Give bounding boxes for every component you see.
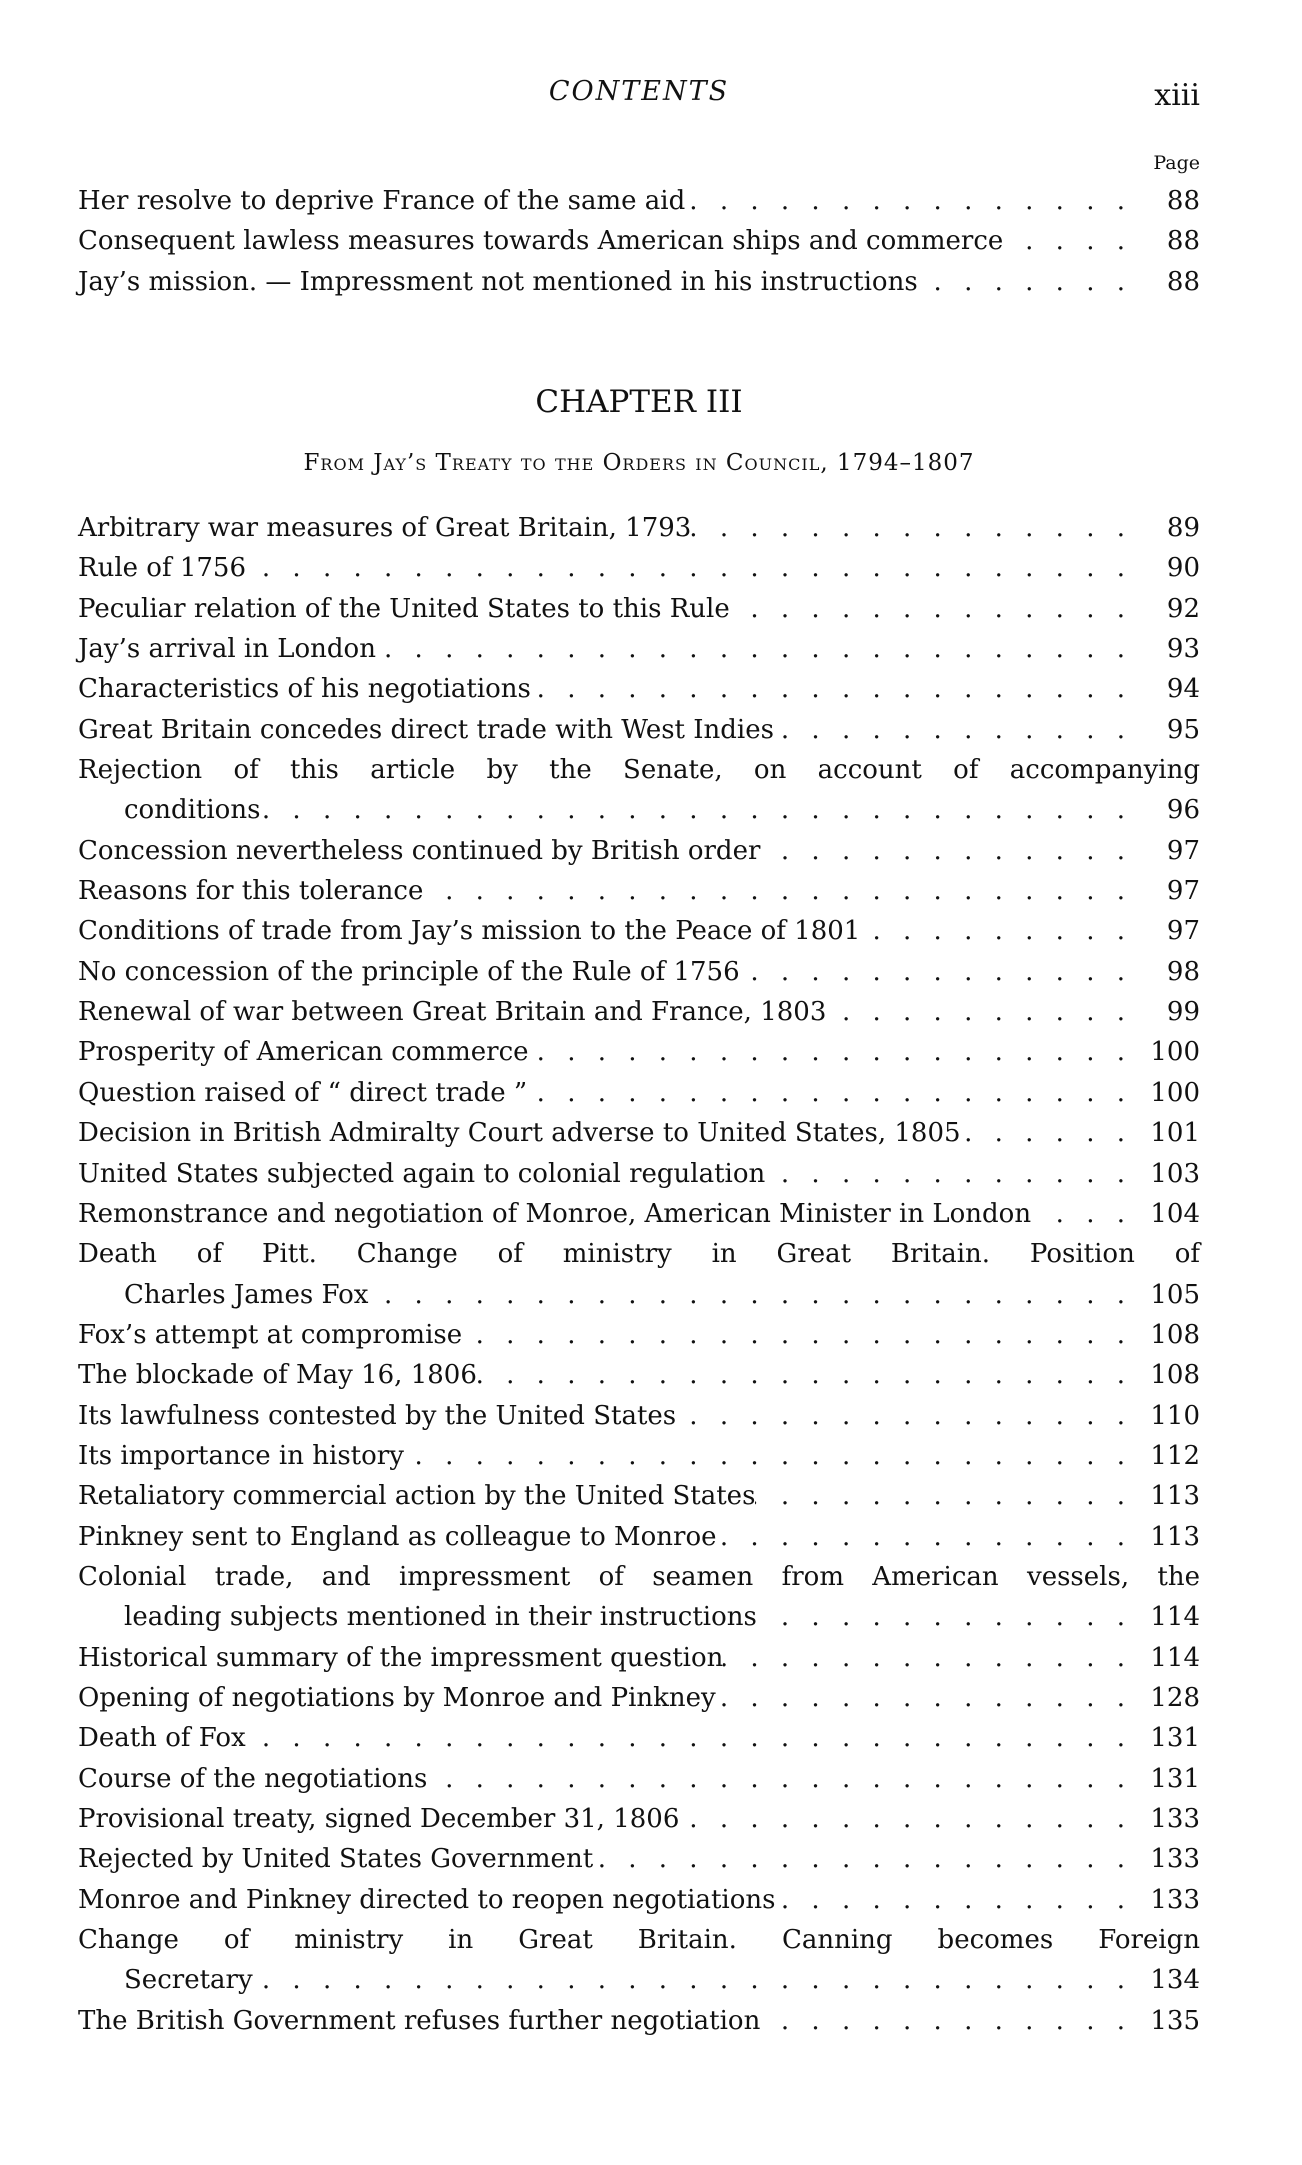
dot-leader [593,1839,1142,1879]
dot-leader [691,508,1142,548]
toc-entry-text: Conditions of trade from Jay’s mission to the Peace of 1801 [78,916,861,947]
toc-page-number: 114 [1150,1602,1200,1633]
toc-entry-text: Course of the negotiations [78,1763,428,1794]
toc-entry-line [78,790,1200,830]
toc-entry [78,221,1200,261]
toc-entry-text: Rule of 1756 [78,553,246,584]
dot-leader [529,1032,1142,1072]
toc-page-number: 105 [1150,1279,1200,1310]
toc-page-number: 133 [1150,1884,1200,1915]
toc-page-number: 108 [1150,1360,1200,1391]
toc-entry [78,548,1200,588]
dot-leader [477,1355,1142,1395]
toc-entry-text: Reasons for this tolerance [78,876,424,907]
toc-entry-text: Death of Fox [78,1723,246,1754]
toc-page-number: 114 [1150,1642,1200,1673]
running-title: CONTENTS [548,76,730,107]
dot-leader [423,871,1142,911]
toc-entry-text: Change of ministry in Great Britain. Canning becomes Foreign [78,1925,1200,1956]
dot-leader [760,831,1142,871]
toc-page-number: 88 [1166,186,1200,216]
toc-entry-text: Historical summary of the impressment question [78,1642,724,1673]
toc-page-number: 133 [1150,1804,1200,1834]
toc-page-number: 89 [1166,513,1200,543]
dot-leader [961,1113,1142,1153]
toc-page-number: 88 [1166,226,1200,257]
toc-entry-text: Rejected by United States Government [78,1844,594,1875]
toc-entry [78,629,1200,669]
toc-entry-line [78,1154,1200,1194]
dot-leader [775,1880,1142,1920]
toc-page-number: 104 [1150,1198,1200,1229]
toc-entry-text: Remonstrance and negotiation of Monroe, American Minister in London [78,1198,1032,1229]
toc-entry [78,1557,1200,1638]
toc-entry-line [78,1476,1200,1516]
dot-leader [755,1476,1142,1516]
toc-entry-line [78,1315,1200,1355]
dot-leader [860,911,1142,951]
toc-entry-text: United States subjected again to colonial regulation [78,1158,766,1189]
toc-entry [78,1073,1200,1113]
toc-entry-text: Charles James Fox [124,1279,369,1310]
toc-entry-text: Prosperity of American commerce [78,1037,529,1068]
toc-page-number: 96 [1166,795,1200,826]
dot-leader [765,1154,1142,1194]
toc-page-number: 112 [1150,1440,1200,1471]
toc-entry-text: conditions [124,795,261,826]
toc-entry-text: Its importance in history [78,1440,404,1471]
toc-page-number: 131 [1150,1723,1200,1754]
dot-leader [716,1678,1142,1718]
toc-entry [78,1759,1200,1799]
dot-leader [774,710,1142,750]
toc-page-number: 97 [1166,876,1200,907]
toc-entry-text: leading subjects mentioned in their instructions [124,1602,757,1633]
toc-page-number: 110 [1150,1400,1200,1431]
toc-entry [78,1799,1200,1839]
toc-entry-line [78,181,1200,221]
dot-leader [679,1799,1142,1839]
toc-entry [78,508,1200,548]
toc-entry [78,1234,1200,1315]
chapter-subtitle: From Jay’s Treaty to the Orders in Council, 1794–1807 [303,450,975,476]
toc-entry-text: Monroe and Pinkney directed to reopen negotiations [78,1884,776,1915]
toc-entry-line [78,831,1200,871]
toc-page-number: 128 [1150,1682,1200,1713]
toc-entry [78,1517,1200,1557]
toc-entry [78,1315,1200,1355]
toc-entry [78,1638,1200,1678]
toc-page-number: 113 [1150,1521,1200,1552]
toc-entry-text: Opening of negotiations by Monroe and Pinkney [78,1682,716,1713]
page-folio: xiii [1154,78,1200,113]
toc-page-number: 103 [1150,1158,1200,1189]
toc-page-number: 93 [1166,634,1200,665]
dot-leader [1031,1194,1142,1234]
toc-entry-text: Concession nevertheless continued by British order [78,835,761,866]
toc-entry-line [78,1920,1200,1960]
toc-entry [78,1436,1200,1476]
toc-entry [78,1839,1200,1879]
toc-entry [78,1476,1200,1516]
toc-page-number: 88 [1166,266,1200,297]
toc-page-number: 99 [1166,997,1200,1028]
toc-entry [78,262,1200,302]
toc-entry [78,1113,1200,1153]
dot-leader [462,1315,1142,1355]
toc-entry [78,669,1200,709]
toc-entry [78,1032,1200,1072]
toc-entry-line [78,1557,1200,1597]
dot-leader [676,1396,1142,1436]
toc-entry-line [78,871,1200,911]
toc-entry-text: Death of Pitt. Change of ministry in Great Britain. Position of [78,1239,1200,1270]
dot-leader [246,548,1142,588]
dot-leader [1003,221,1142,261]
toc-entry-line [78,1194,1200,1234]
dot-leader [717,1517,1142,1557]
dot-leader [427,1759,1142,1799]
toc-entry [78,1396,1200,1436]
toc-entry-line [78,262,1200,302]
toc-entry-line [78,1759,1200,1799]
toc-page-number: 97 [1166,835,1200,866]
toc-entry-line [78,952,1200,992]
toc-entry [78,1194,1200,1234]
toc-entry [78,1355,1200,1395]
toc-entry [78,992,1200,1032]
toc-page-number: 97 [1166,916,1200,947]
toc-page-number: 131 [1150,1763,1200,1794]
dot-leader [730,589,1142,629]
toc-entry-line [78,750,1200,790]
page-column-label: Page [1153,152,1200,174]
toc-entry-text: No concession of the principle of the Rule of 1756 [78,956,740,987]
toc-entry-text: Peculiar relation of the United States to this Rule [78,593,730,624]
dot-leader [376,629,1142,669]
toc-entry [78,952,1200,992]
toc-entry-line [78,1799,1200,1839]
toc-page-number: 98 [1166,956,1200,987]
toc-entry-text: Its lawfulness contested by the United States [78,1400,677,1431]
toc-entry-line [78,1355,1200,1395]
toc-entry-text: Characteristics of his negotiations [78,674,531,705]
toc-page-number: 94 [1166,674,1200,705]
toc-entry-line [78,589,1200,629]
dot-leader [527,1073,1142,1113]
toc-entry-line [78,710,1200,750]
toc-entry-text: The blockade of May 16, 1806 [78,1360,477,1391]
toc-entry [78,1920,1200,2001]
toc-entry-text: Great Britain concedes direct trade with West Indies [78,714,774,745]
toc-page-number: 133 [1150,1844,1200,1875]
toc-entry-line [78,1839,1200,1879]
dot-leader [260,790,1142,830]
toc-entry-text: Provisional treaty, signed December 31, 1806 [78,1804,680,1834]
toc-entry-text: Arbitrary war measures of Great Britain, 1793 [78,513,692,543]
dot-leader [404,1436,1142,1476]
toc-page-number: 135 [1150,2005,1200,2036]
toc-entry-text: Fox’s attempt at compromise [78,1319,463,1350]
toc-entry [78,831,1200,871]
toc-entry-text: Her resolve to deprive France of the same aid [78,186,686,216]
toc-entry-line [78,629,1200,669]
toc-entry [78,911,1200,951]
dot-leader [740,952,1142,992]
toc-page-number: 113 [1150,1481,1200,1512]
dot-leader [918,262,1142,302]
toc-entry-line [78,1113,1200,1153]
toc-entry-line [78,508,1200,548]
toc-page-number: 95 [1166,714,1200,745]
dot-leader [253,1960,1142,2000]
toc-entry [78,1678,1200,1718]
dot-leader [723,1638,1142,1678]
toc-entry-line [78,1032,1200,1072]
toc-entry-line [78,1517,1200,1557]
toc-page-number: 101 [1150,1118,1200,1149]
toc-entry-text: Rejection of this article by the Senate, on account of accompanying [78,755,1200,786]
toc-entry-text: Renewal of war between Great Britain and France, 1803 [78,997,827,1028]
toc-entry-text: Retaliatory commercial action by the United States [78,1481,756,1512]
toc-entry-line [78,1234,1200,1274]
toc-page-number: 100 [1150,1037,1200,1068]
toc-entry [78,181,1200,221]
toc-entry-text: Colonial trade, and impressment of seamen from American vessels, the [78,1561,1200,1592]
toc-entry [78,589,1200,629]
toc-page-number: 90 [1166,553,1200,584]
toc-entry-line [78,1275,1200,1315]
toc-entry-line [78,1718,1200,1758]
dot-leader [826,992,1142,1032]
toc-entry [78,710,1200,750]
toc-entry [78,1154,1200,1194]
toc-entry [78,2001,1200,2041]
chapter-entries [78,508,1200,2041]
toc-entry-line [78,221,1200,261]
toc-entry [78,871,1200,911]
toc-page-number: 92 [1166,593,1200,624]
toc-entry-text: Question raised of “ direct trade ” [78,1077,528,1108]
toc-entry-line [78,911,1200,951]
toc-entry-line [78,1678,1200,1718]
toc-entry-line [78,669,1200,709]
toc-entry [78,1718,1200,1758]
toc-entry-line [78,1960,1200,2000]
dot-leader [531,669,1142,709]
dot-leader [368,1275,1142,1315]
toc-page-number: 100 [1150,1077,1200,1108]
toc-entry-line [78,1436,1200,1476]
toc-entry-line [78,1638,1200,1678]
toc-entry-text: Jay’s mission. — Impressment not mentioned in his instructions [78,266,918,297]
toc-entry-line [78,992,1200,1032]
toc-entry-text: Consequent lawless measures towards American ships and commerce [78,226,1004,257]
dot-leader [685,181,1142,221]
toc-entry-line [78,2001,1200,2041]
toc-entry-text: Pinkney sent to England as colleague to Monroe [78,1521,717,1552]
toc-entry-line [78,1880,1200,1920]
top-entries [78,181,1200,302]
toc-entry-text: Secretary [124,1965,253,1996]
toc-entry-line [78,1396,1200,1436]
toc-page-number: 108 [1150,1319,1200,1350]
dot-leader [246,1718,1142,1758]
toc-entry-line [78,1073,1200,1113]
toc-entry [78,750,1200,831]
running-header [78,76,1200,116]
dot-leader [760,2001,1142,2041]
toc-entry-text: Jay’s arrival in London [78,634,376,665]
toc-entry-line [78,548,1200,588]
chapter-heading: CHAPTER III [535,384,743,420]
dot-leader [757,1597,1142,1637]
toc-entry-text: The British Government refuses further negotiation [78,2005,761,2036]
toc-page-number: 134 [1150,1965,1200,1996]
toc-entry-text: Decision in British Admiralty Court adverse to United States, 1805 [78,1118,961,1149]
toc-entry [78,1880,1200,1920]
toc-entry-line [78,1597,1200,1637]
